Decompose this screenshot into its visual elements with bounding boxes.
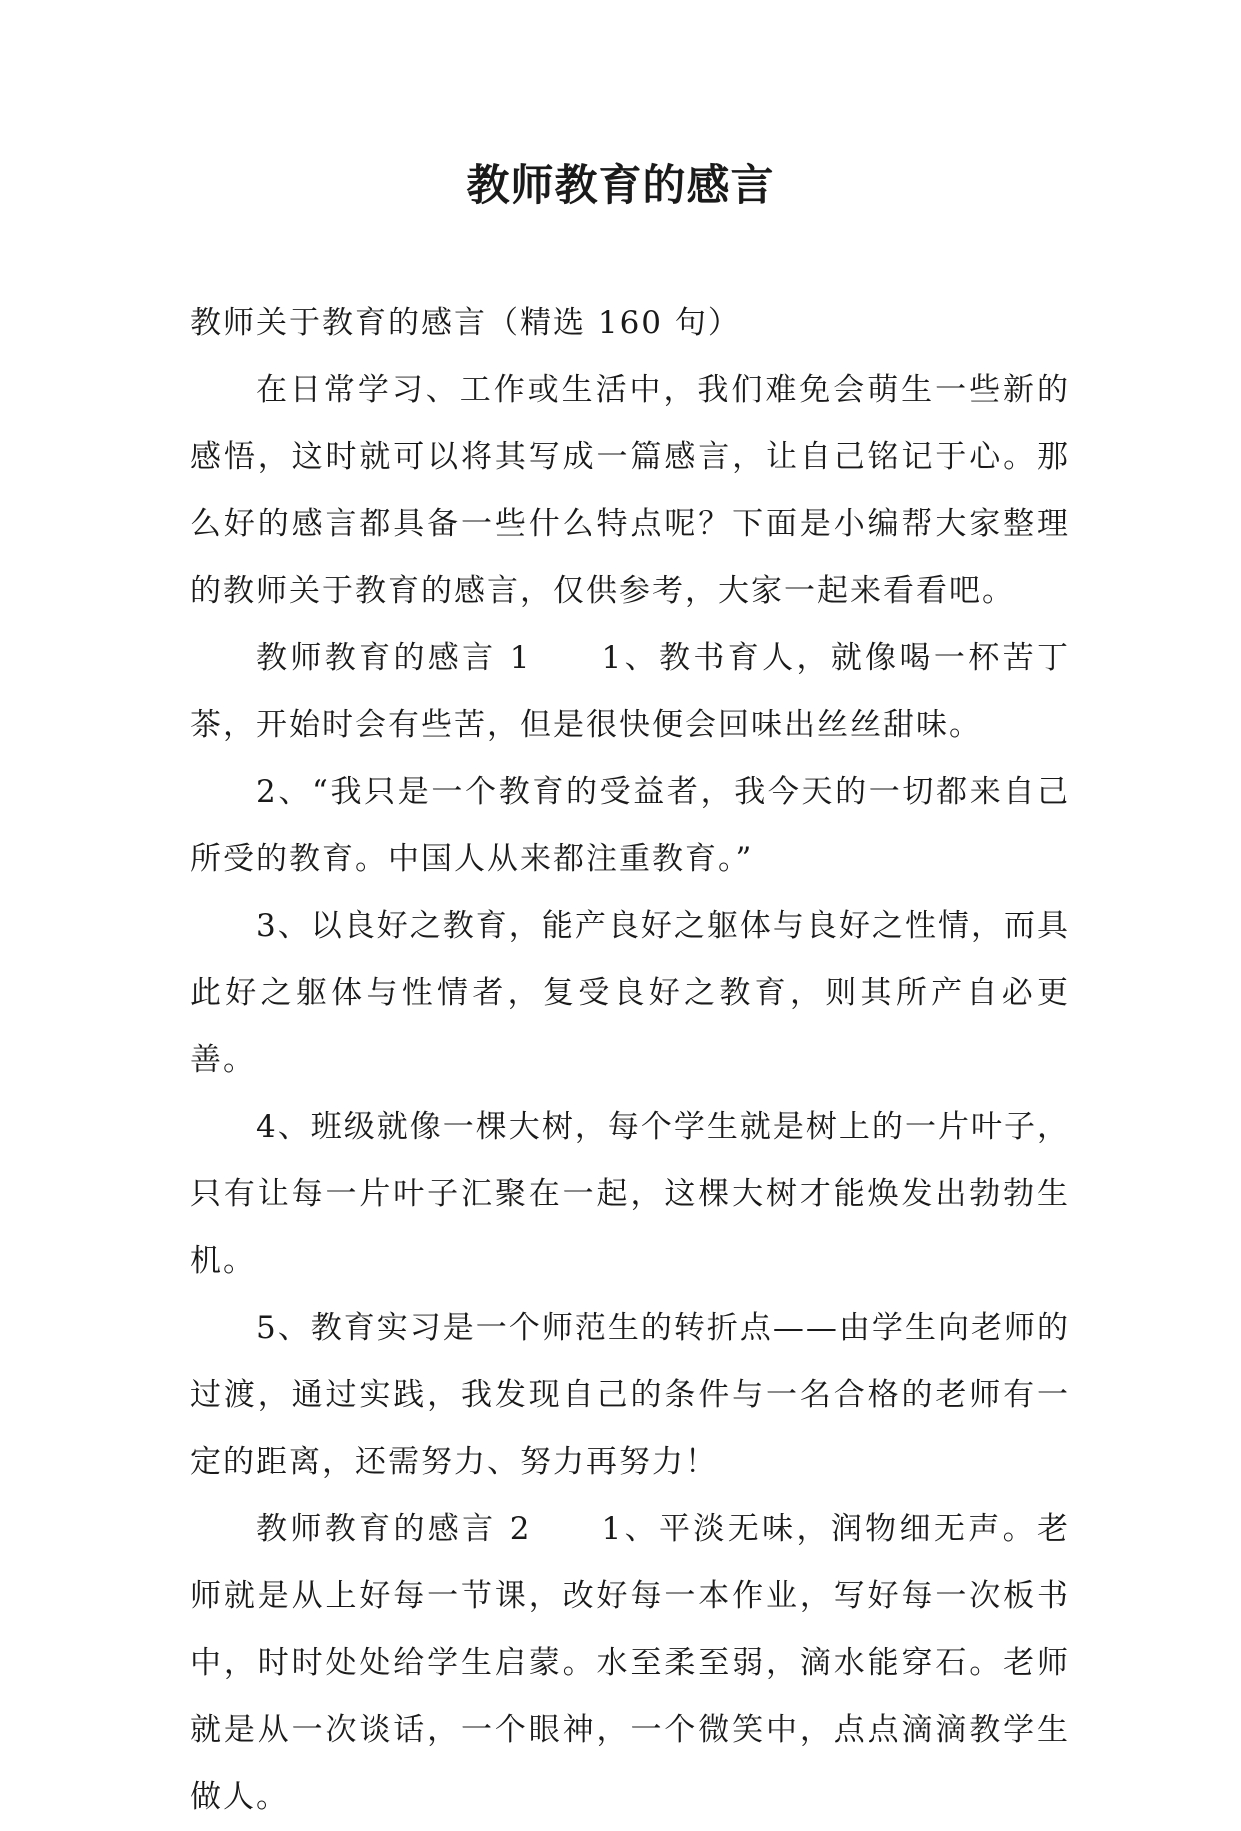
section-2-paragraph-1: 教师教育的感言 2 1、平淡无味，润物细无声。老师就是从上好每一节课，改好每一本作业，写好每一次板书中，时时处处给学生启蒙。水至柔至弱，滴水能穿石。老师就是从一次谈话，一个眼神，一个微笑中，点点滴滴教学生做人。 [190, 1511, 1070, 1815]
section-1-paragraph-4: 4、班级就像一棵大树，每个学生就是树上的一片叶子，只有让每一片叶子汇聚在一起，这棵大树才能焕发出勃勃生机。 [190, 1109, 1070, 1279]
section-1-paragraph-3: 3、以良好之教育，能产良好之躯体与良好之性情，而具此好之躯体与性情者，复受良好之教育，则其所产自必更善。 [190, 908, 1070, 1078]
section-1-paragraph-2: 2、“我只是一个教育的受益者，我今天的一切都来自己所受的教育。中国人从来都注重教育。” [190, 774, 1070, 877]
section-1-paragraph-1: 教师教育的感言 1 1、教书育人，就像喝一杯苦丁茶，开始时会有些苦，但是很快便会回味出丝丝甜味。 [190, 640, 1070, 743]
subtitle-paragraph: 教师关于教育的感言（精选 160 句） [190, 305, 741, 341]
section-1-paragraph-5: 5、教育实习是一个师范生的转折点——由学生向老师的过渡，通过实践，我发现自己的条件与一名合格的老师有一定的距离，还需努力、努力再努力！ [190, 1310, 1070, 1480]
intro-paragraph: 在日常学习、工作或生活中，我们难免会萌生一些新的感悟，这时就可以将其写成一篇感言，让自己铭记于心。那么好的感言都具备一些什么特点呢？下面是小编帮大家整理的教师关于教育的感言，仅供参考，大家一起来看看吧。 [190, 372, 1070, 609]
document-body [190, 290, 1070, 1831]
document-title: 教师教育的感言 [466, 161, 775, 211]
